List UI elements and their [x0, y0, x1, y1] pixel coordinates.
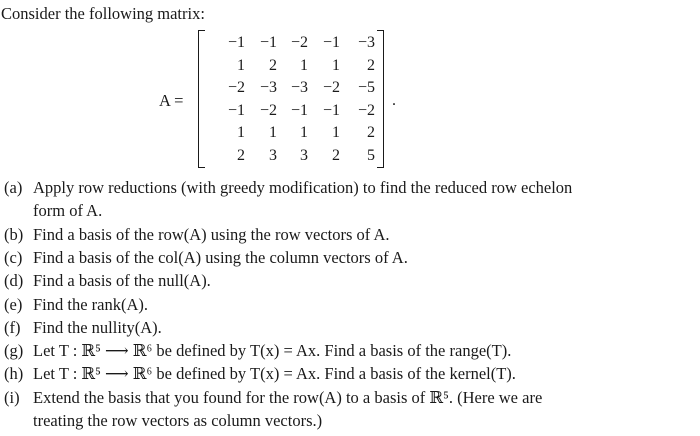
question-label: (c): [4, 247, 23, 267]
matrix-cell: −3: [290, 79, 308, 96]
question-label: (d): [4, 271, 24, 291]
matrix-cell: 2: [367, 124, 375, 141]
matrix-cell: −2: [290, 34, 308, 51]
question-text: Find a basis of the null(A).: [33, 271, 211, 291]
question-text: Let T : ℝ⁵ ⟶ ℝ⁶ be defined by T(x) = Ax. Find a basis of the kernel(T).: [33, 364, 516, 384]
matrix-label: A =: [159, 91, 184, 110]
matrix-cell: −1: [322, 101, 340, 119]
matrix-cell: −2: [357, 101, 375, 119]
question-label: (g): [4, 341, 24, 361]
matrix-cell: 2: [269, 56, 277, 74]
matrix-cell: −5: [357, 79, 375, 96]
question-label: (b): [4, 224, 24, 244]
question-label: (h): [4, 364, 24, 384]
matrix-cell: 2: [237, 146, 245, 164]
matrix-cell: −1: [322, 34, 340, 51]
question-text: Find a basis of the row(A) using the row vectors of A.: [33, 224, 390, 244]
matrix-cell: 1: [332, 56, 340, 74]
matrix-cell: 3: [269, 146, 277, 164]
matrix-cell: −1: [227, 34, 245, 51]
question-text: Find the rank(A).: [33, 294, 149, 314]
matrix-cell: 1: [300, 124, 308, 141]
matrix-cell: 1: [237, 124, 245, 141]
question-text: Find a basis of the col(A) using the column vectors of A.: [33, 247, 408, 267]
matrix-cell: −3: [259, 79, 277, 96]
matrix-cell: 1: [237, 56, 245, 74]
matrix-cell: 1: [269, 124, 277, 141]
matrix-cell: 1: [332, 124, 340, 141]
matrix-cell: 1: [300, 56, 308, 74]
question-text: Let T : ℝ⁵ ⟶ ℝ⁶ be defined by T(x) = Ax. Find a basis of the range(T).: [33, 341, 512, 361]
matrix-left-bracket: [198, 30, 205, 168]
question-label: (e): [4, 294, 23, 314]
matrix-cell: 3: [300, 146, 308, 164]
matrix-cell: −2: [227, 79, 245, 96]
question-text-continued: form of A.: [33, 201, 103, 221]
matrix-cell: −2: [259, 101, 277, 119]
matrix-right-bracket: [377, 30, 384, 168]
matrix-cell: −1: [290, 101, 308, 119]
question-text-continued: treating the row vectors as column vectors.): [33, 410, 323, 430]
question-text: Apply row reductions (with greedy modification) to find the reduced row echelon: [33, 178, 573, 197]
question-label: (a): [4, 178, 23, 197]
question-label: (f): [4, 317, 21, 337]
matrix-cell: −2: [322, 79, 340, 96]
question-label: (i): [4, 387, 20, 407]
matrix-end-period: .: [392, 92, 396, 109]
matrix-cell: −3: [357, 34, 375, 51]
question-text: Extend the basis that you found for the row(A) to a basis of ℝ⁵. (Here we are: [33, 387, 543, 407]
matrix-cell: 5: [367, 146, 375, 164]
matrix-cell: −1: [227, 101, 245, 119]
matrix-cell: 2: [367, 56, 375, 74]
matrix-grid: [210, 32, 375, 167]
intro-text: Consider the following matrix:: [1, 4, 205, 23]
matrix-cell: 2: [332, 146, 340, 164]
matrix-cell: −1: [259, 34, 277, 51]
question-text: Find the nullity(A).: [33, 317, 162, 337]
